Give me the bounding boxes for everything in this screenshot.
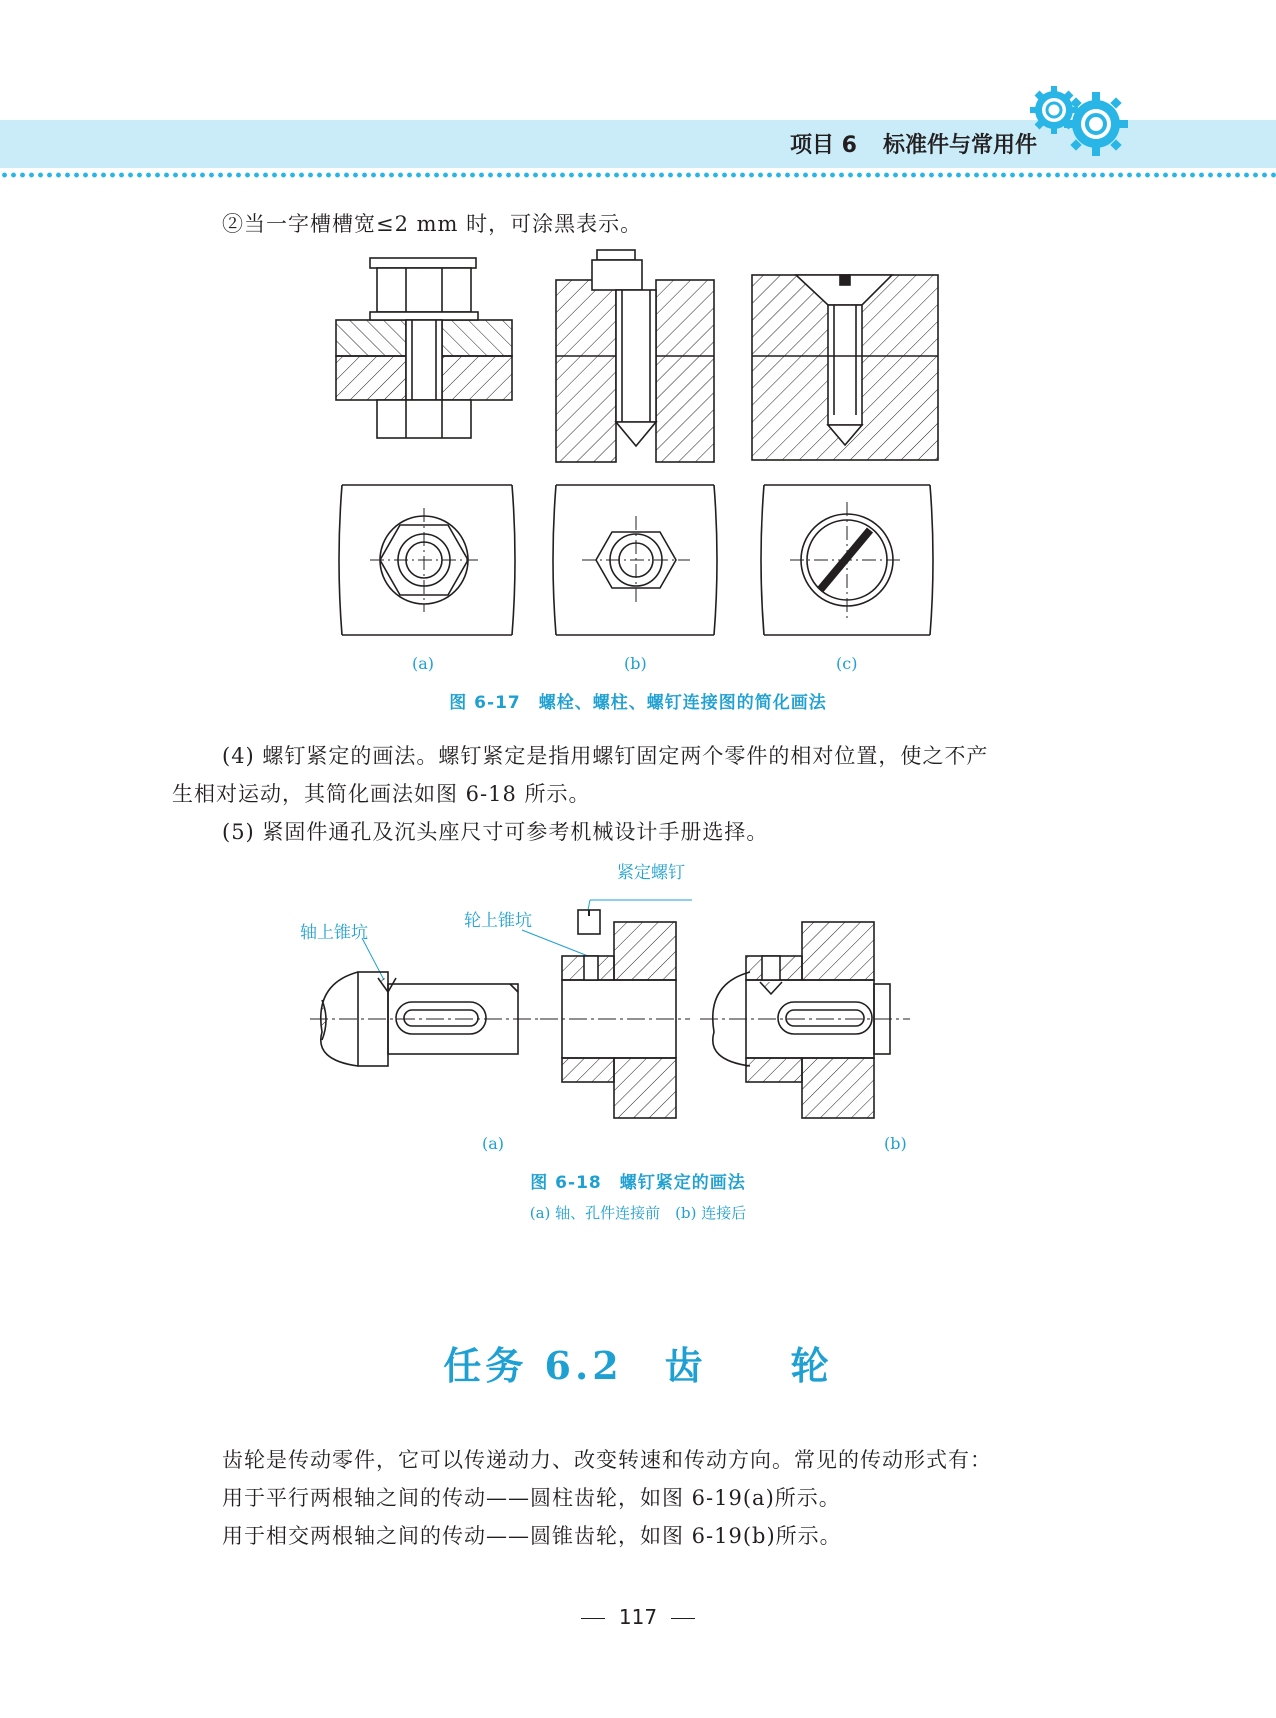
gear-intro: 齿轮是传动零件，它可以传递动力、改变转速和传动方向。常见的传动形式有： [222,1448,992,1472]
paragraph-5: (5) 紧固件通孔及沉头座尺寸可参考机械设计手册选择。 [222,820,769,844]
paragraph-4-line-1: (4) 螺钉紧定的画法。螺钉紧定是指用螺钉固定两个零件的相对位置，使之不产 [222,744,989,768]
figure-6-18-subcaption: (a) 轴、孔件连接前 (b) 连接后 [529,1204,747,1222]
header-project: 项目 6 [790,133,857,158]
paragraph-4-line-2: 生相对运动，其简化画法如图 6-18 所示。 [172,782,591,806]
gears-icon [1024,86,1134,158]
figure-6-17-caption: 图 6-17 螺栓、螺柱、螺钉连接图的简化画法 [449,693,827,713]
gear-parallel: 用于平行两根轴之间的传动——圆柱齿轮，如图 6-19(a)所示。 [222,1486,841,1510]
callout-shaft-cone: 轴上锥坑 [300,923,368,943]
figure-6-17-label-c: (c) [836,654,858,673]
figure-6-18-label-a: (a) [482,1134,505,1153]
figure-6-17-label-a: (a) [412,654,435,673]
task-heading: 任务 6.2 齿 轮 [443,1343,833,1388]
page-number-footer [0,1605,1276,1629]
header-dotted-rule [0,172,1276,178]
figure-6-17-label-b: (b) [624,654,647,673]
footer-dash-right [671,1618,695,1619]
figure-6-18-label-b: (b) [884,1134,907,1153]
footer-dash-left [581,1618,605,1619]
page-number: 117 [618,1605,658,1629]
gear-intersect: 用于相交两根轴之间的传动——圆锥齿轮，如图 6-19(b)所示。 [222,1524,842,1548]
figure-6-18-caption: 图 6-18 螺钉紧定的画法 [530,1173,746,1193]
figure-6-17-drawing [330,250,950,650]
figure-6-18-drawing [300,860,1000,1120]
note-slot-width: ②当一字槽槽宽≤2 mm 时，可涂黑表示。 [222,212,643,236]
running-header [790,128,1037,159]
header-title: 标准件与常用件 [882,133,1037,158]
callout-wheel-cone: 轮上锥坑 [464,911,532,931]
callout-set-screw: 紧定螺钉 [617,863,685,883]
